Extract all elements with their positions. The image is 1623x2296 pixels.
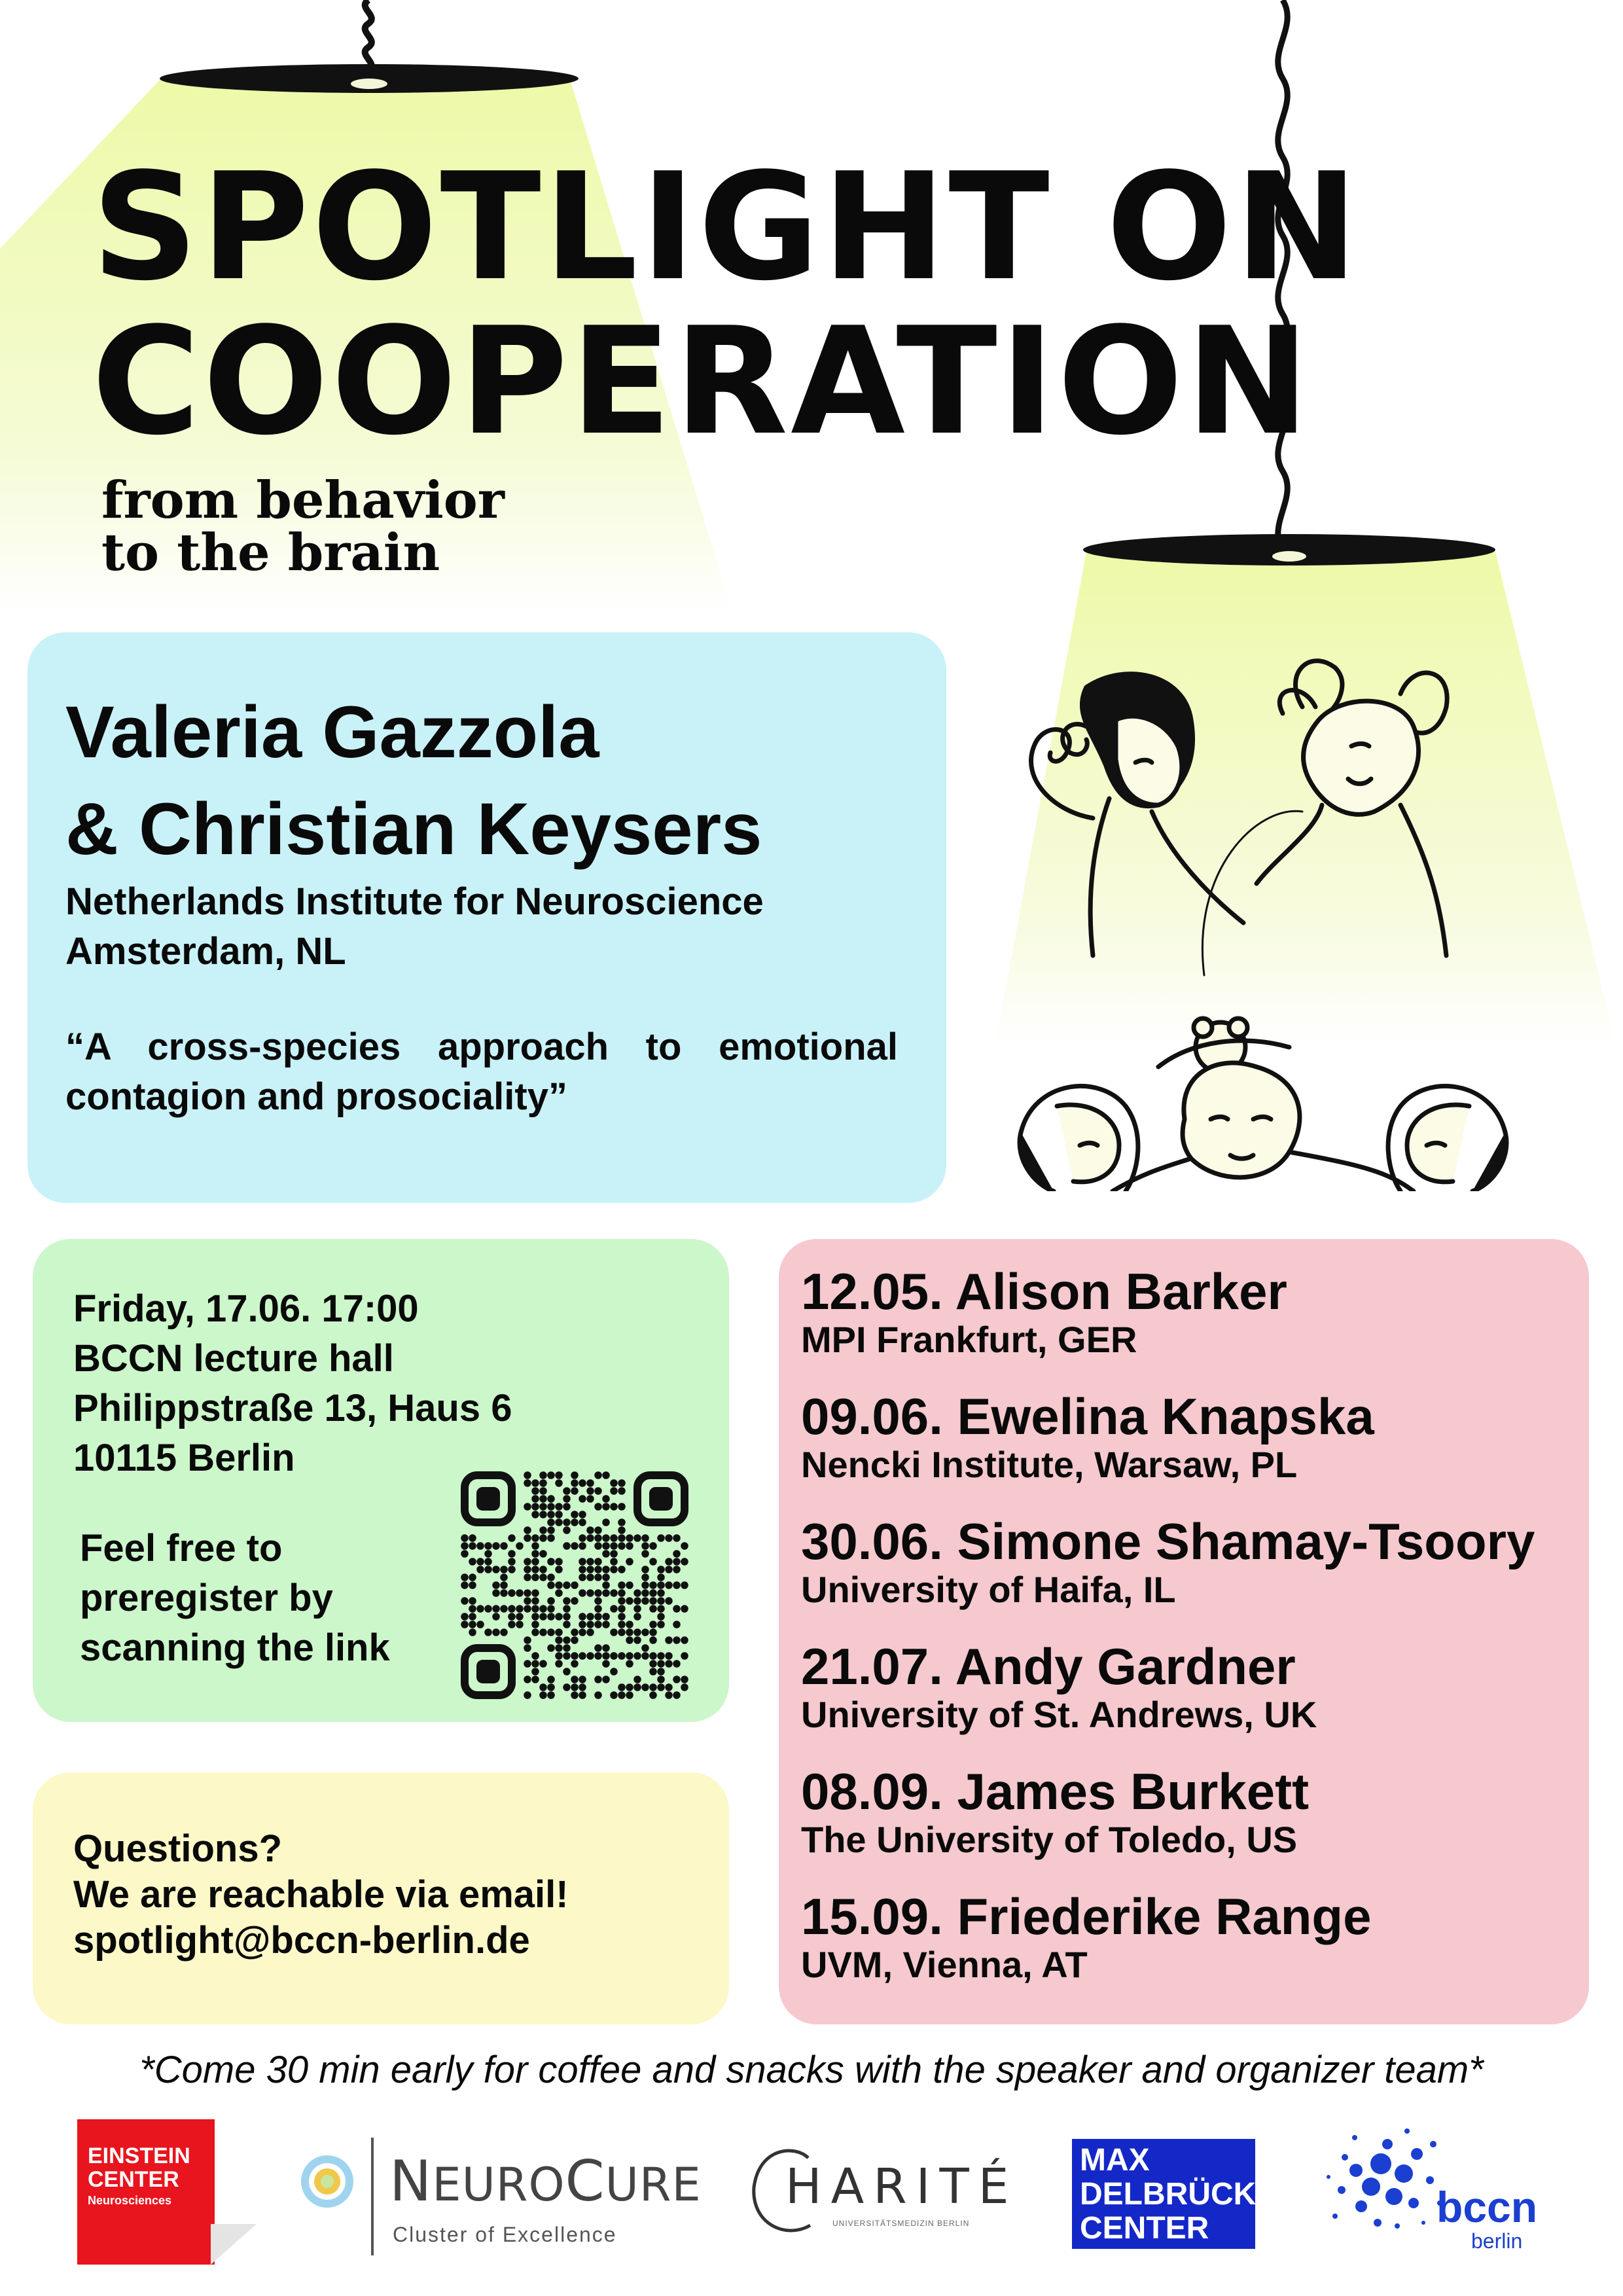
event-city: 10115 Berlin — [73, 1437, 295, 1479]
preregister-line-2: preregister by — [80, 1577, 333, 1619]
coffee-note: *Come 30 min early for coffee and snacks with the speaker and organizer team* — [139, 2049, 1484, 2091]
schedule-title: 15.09. Friederike Range — [801, 1888, 1372, 1945]
preregister-line-3: scanning the link — [80, 1626, 390, 1669]
list-item — [801, 1763, 1535, 1888]
title-line-1: SPOTLIGHT ON — [92, 141, 1361, 314]
schedule-title: 30.06. Simone Shamay-Tsoory — [801, 1513, 1535, 1570]
max-delbrueck-center-logo[interactable] — [1072, 2139, 1255, 2249]
event-details — [73, 1284, 512, 1483]
ceiling-lamp-icon — [1083, 534, 1495, 565]
preregister-line-1: Feel free to — [80, 1527, 283, 1570]
mdc-line-2: DELBRÜCK — [1080, 2177, 1257, 2212]
neurocure-divider — [371, 2138, 374, 2255]
list-item — [801, 1638, 1535, 1763]
einstein-center-logo[interactable] — [77, 2119, 215, 2265]
charite-subtitle: UNIVERSITÄTSMEDIZIN BERLIN — [832, 2219, 970, 2228]
schedule-affiliation: University of Haifa, IL — [801, 1569, 1176, 1610]
contact-text — [73, 1826, 569, 1964]
contact-line-1: Questions? — [73, 1827, 283, 1870]
list-item — [801, 1513, 1535, 1638]
neurocure-wordmark — [389, 2149, 702, 2214]
list-item — [801, 1388, 1535, 1513]
einstein-logo-sub: Neurosciences — [88, 2194, 172, 2207]
poster-subtitle — [101, 471, 505, 583]
poster-title — [92, 141, 1361, 468]
charite-wordmark: HARITÉ — [785, 2159, 1018, 2215]
mdc-line-1: MAX — [1080, 2143, 1150, 2178]
neurocure-euro: EURO — [432, 2158, 565, 2212]
preregister-text — [80, 1524, 390, 1673]
schedule-affiliation: MPI Frankfurt, GER — [801, 1319, 1137, 1360]
schedule-list — [801, 1263, 1535, 2013]
einstein-logo-text — [88, 2144, 190, 2191]
bccn-subtitle: berlin — [1471, 2229, 1523, 2253]
speaker-names — [65, 684, 762, 878]
contact-line-2: We are reachable via email! — [73, 1873, 569, 1916]
neurocure-c: C — [565, 2149, 605, 2214]
schedule-affiliation: The University of Toledo, US — [801, 1819, 1298, 1860]
speaker-name-2: & Christian Keysers — [65, 788, 762, 870]
schedule-affiliation: UVM, Vienna, AT — [801, 1944, 1088, 1985]
neurocure-n: N — [389, 2149, 433, 2214]
subtitle-line-2: to the brain — [101, 523, 440, 583]
list-item — [801, 1263, 1535, 1388]
ceiling-lamp-icon — [160, 64, 579, 93]
mdc-line-3: CENTER — [1080, 2211, 1209, 2246]
speaker-location: Amsterdam, NL — [65, 930, 346, 973]
schedule-title: 21.07. Andy Gardner — [801, 1638, 1296, 1695]
schedule-title: 08.09. James Burkett — [801, 1763, 1310, 1820]
charite-logo[interactable] — [746, 2135, 1021, 2253]
schedule-title: 09.06. Ewelina Knapska — [801, 1388, 1374, 1445]
qr-code-icon[interactable] — [461, 1471, 688, 1699]
talk-title: “A cross-species approach to emotional contagion and prosociality” — [65, 1026, 898, 1118]
bccn-dots-icon — [1315, 2118, 1446, 2249]
einstein-line-1: EINSTEIN — [88, 2144, 190, 2168]
bccn-berlin-logo[interactable] — [1315, 2118, 1558, 2269]
speaker-name-1: Valeria Gazzola — [65, 691, 599, 773]
einstein-line-2: CENTER — [88, 2167, 179, 2192]
schedule-affiliation: Nencki Institute, Warsaw, PL — [801, 1444, 1298, 1485]
schedule-affiliation: University of St. Andrews, UK — [801, 1694, 1317, 1735]
neurocure-emblem-icon — [298, 2152, 357, 2211]
title-line-2: COOPERATION — [92, 296, 1313, 468]
event-street: Philippstraße 13, Haus 6 — [73, 1387, 512, 1429]
contact-email[interactable]: spotlight@bccn-berlin.de — [73, 1919, 530, 1962]
speaker-affiliation — [65, 877, 764, 977]
neurocure-ure: URE — [605, 2158, 702, 2212]
schedule-title: 12.05. Alison Barker — [801, 1263, 1287, 1320]
neurocure-subtitle: Cluster of Excellence — [393, 2223, 617, 2246]
speaker-institute: Netherlands Institute for Neuroscience — [65, 880, 764, 923]
list-item — [801, 1888, 1535, 2013]
neurocure-logo[interactable] — [298, 2126, 704, 2263]
event-datetime: Friday, 17.06. 17:00 — [73, 1287, 419, 1330]
animals-illustration — [995, 648, 1531, 1191]
bccn-wordmark: bccn — [1436, 2183, 1538, 2231]
event-venue: BCCN lecture hall — [73, 1337, 394, 1380]
subtitle-line-1: from behavior — [101, 471, 505, 530]
